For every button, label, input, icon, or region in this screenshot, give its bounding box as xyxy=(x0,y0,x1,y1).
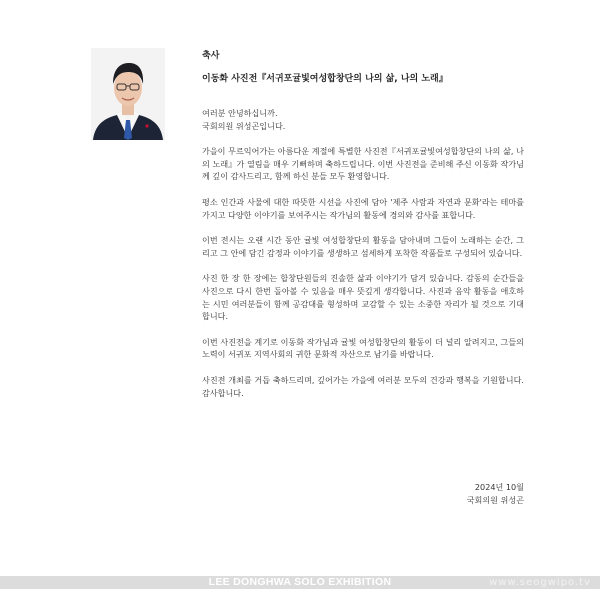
letter-heading: 축사 xyxy=(202,51,220,61)
footer-banner xyxy=(0,576,600,589)
letter-date: 2024년 10월 xyxy=(474,482,524,492)
greeting-line: 여러분 안녕하십니까. xyxy=(202,108,278,118)
exhibition-title: LEE DONGHWA SOLO EXHIBITION xyxy=(208,576,392,588)
letter-paragraph: 평소 인간과 사물에 대한 따뜻한 시선을 사진에 담아 '제주 사람과 자연과 문화'라는 테마를 가지고 다양한 이야기를 보여주시는 작가님의 활동에 경의와 감사를 표합니다. xyxy=(202,196,524,220)
letter-paragraph: 이번 사진전을 계기로 이동화 작가님과 귤빛 여성합창단의 활동이 더 널리 알려지고, 그들의 노력이 서귀포 지역사회의 귀한 문화적 자산으로 남기를 바랍니다. xyxy=(202,336,524,360)
signoff xyxy=(467,481,524,506)
portrait-photo xyxy=(91,48,165,140)
watermark-text: www.seogwipo.tv xyxy=(489,577,591,588)
letter-paragraph: 사진전 개최를 거듭 축하드리며, 깊어가는 가을에 여러분 모두의 건강과 행복을 기원합니다. 감사합니다. xyxy=(202,374,524,398)
letter-title: 이동화 사진전『서귀포귤빛여성합창단의 나의 삶, 나의 노래』 xyxy=(202,74,448,84)
letter-body xyxy=(202,50,524,399)
letter-paragraph: 사진 한 장 한 장에는 합창단원들의 진솔한 삶과 이야기가 담겨 있습니다. 감동의 순간들을 사진으로 다시 한번 돌아볼 수 있음을 매우 뜻깊게 생각합니다. 사진과 음악 활동을 애호하는 시민 여러분들이 함께 공감대를 형성하며 교감할 수 있는 소중한 자리가 될 것으로 기대합니다. xyxy=(202,273,524,322)
letter-paragraph: 이번 전시는 오랜 시간 동안 귤빛 여성합창단의 활동을 담아내며 그들이 노래하는 순간, 그리고 그 안에 담긴 감정과 이야기를 생생하고 섬세하게 포착한 작품들로 구성되어 있습니다. xyxy=(202,235,524,258)
letter-paragraph: 가을이 무르익어가는 아름다운 계절에 특별한 사진전『서귀포귤빛여성합창단의 나의 삶, 나의 노래』가 열림을 매우 기뻐하며 축하드립니다. 이번 사진전을 준비해 주신 이동화 작가님께 깊이 감사드리고, 함께 하신 분들 모두 환영합니다. xyxy=(202,146,524,182)
greeting-line: 국회의원 위성곤입니다. xyxy=(202,120,286,131)
letter-signature: 국회의원 위성곤 xyxy=(466,494,524,505)
